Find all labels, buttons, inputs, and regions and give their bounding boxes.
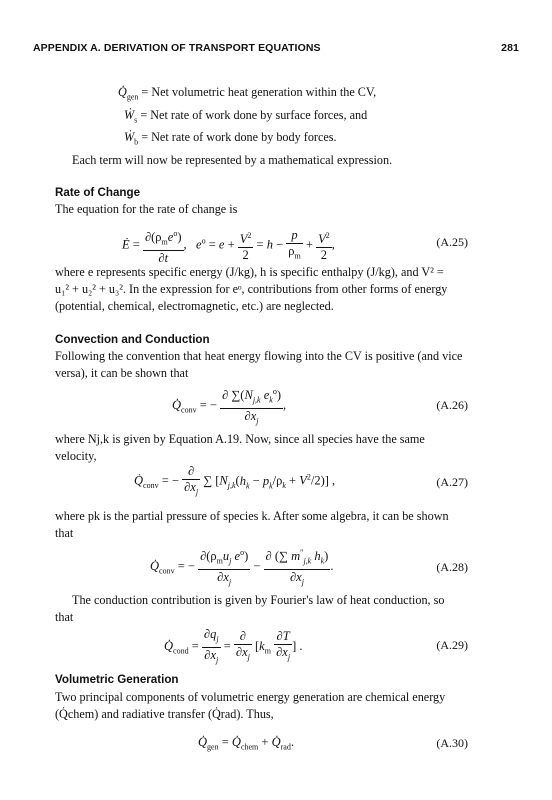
eqno-a29: (A.29) (436, 638, 468, 652)
eqno-a30: (A.30) (436, 736, 468, 750)
def-qgen: $Q̇_{gen}$ = Net volumetric heat generation within the CV, (118, 85, 377, 102)
gen-p1a: Two principal components of volumetric energy generation are chemical energy (55, 690, 446, 704)
rate-after-1: where e represents specific energy (J/kg), h is specific enthalpy (J/kg), and V² = (55, 265, 444, 279)
header-title: APPENDIX A. DERIVATION OF TRANSPORT EQUATIONS (33, 42, 321, 54)
section-title-generation: Volumetric Generation (55, 673, 179, 686)
eqno-a26: (A.26) (436, 398, 468, 412)
eqno-a28: (A.28) (436, 560, 468, 574)
conv-p4a: The conduction contribution is given by Fourier's law of heat conduction, so (72, 593, 445, 607)
conv-p1b: versa), it can be shown that (55, 366, 189, 380)
eqno-a25: (A.25) (436, 235, 468, 249)
gen-p1b: (Q̇chem) and radiative transfer (Q̇rad). Thus, (55, 707, 274, 721)
rate-text: The equation for the rate of change is (55, 202, 238, 216)
conv-p1a: Following the convention that heat energy flowing into the CV is positive (and vice (55, 349, 463, 363)
conv-p4b: that (55, 610, 74, 624)
eqno-a27: (A.27) (436, 475, 468, 489)
equation-a30: $Q̇_{gen}$ = $Q̇_{chem}$ + $Q̇_{rad}$. (198, 735, 294, 752)
conv-p3b: that (55, 526, 74, 540)
equation-a27: $Q̇_{conv}$ = − $\frac{\partial}{\partial x_j}$ ∑ $[N_{j,k}(h_k - p_k/\rho_k + V^2/2)]$ , (134, 464, 336, 497)
page-number: 281 (501, 42, 519, 54)
def-ws: Ẇ$_s$ = Net rate of work done by surface forces, and (124, 108, 368, 125)
equation-a25: Ė = $\frac{\partial(\rho_me^o)}{\partial t}$ , $e^o = e$ + $\frac{V^2}{2}$ = h − $\frac{p}{\rho_m}$ + $\frac{V^2}{2}$ , (122, 226, 335, 266)
conv-p2a: where Nj,k is given by Equation A.19. Now, since all species have the same (55, 432, 425, 446)
rate-after-2: u₁² + u₂² + u₃². In the expression for eᵒ, contributions from other forms of energy (55, 282, 448, 296)
rate-after-3: (potential, chemical, electromagnetic, etc.) are neglected. (55, 299, 334, 313)
section-title-convection: Convection and Conduction (55, 333, 210, 346)
def-wb: Ẇ$_b$ = Net rate of work done by body forces. (124, 130, 337, 147)
conv-p2b: velocity, (55, 449, 97, 463)
section-title-rate: Rate of Change (55, 186, 141, 199)
conv-p3a: where pk is the partial pressure of species k. After some algebra, it can be shown (55, 509, 449, 523)
equation-a28: $Q̇_{conv}$ = − $\frac{\partial(\rho_mu_j e^o)}{\partial x_j}$ − $\frac{\partial (\sum m''_{j,k} h_k)}{\partial x_j}$ . (150, 545, 333, 589)
page-header (33, 42, 519, 54)
intro-text: Each term will now be represented by a mathematical expression. (72, 153, 393, 167)
equation-a29: $Q̇_{cond}$ = $\frac{\partial q_j}{\partial x_j}$ = $\frac{\partial}{\partial x_j}$ [$k_m$ $\frac{\partial T}{\partial x_j}$ ] . (164, 627, 303, 664)
equation-a26: $Q̇_{conv}$ = − $\frac{\partial \sum(N_{j,k} e_k^o)}{\partial x_j}$ , (172, 384, 286, 428)
